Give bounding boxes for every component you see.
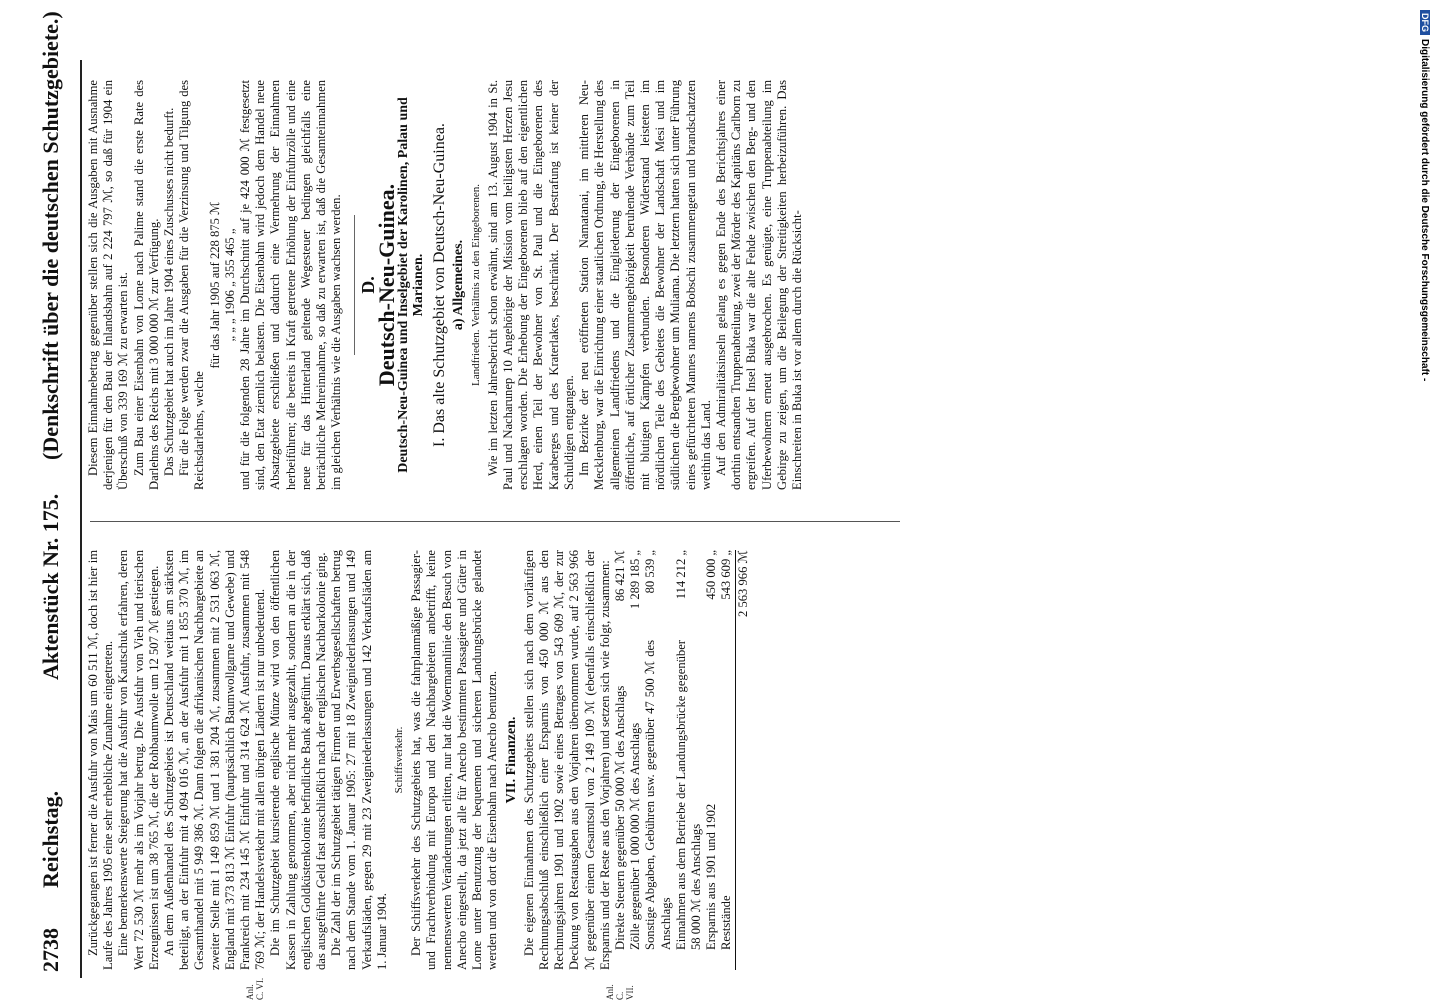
subsection-heading: a) Allgemeines. [451, 239, 467, 331]
margin-note: Anl. C. VII. [605, 984, 635, 1000]
section-letter: D. [358, 276, 379, 294]
paragraph: Der Schiffsverkehr des Schutzgebiets hat, was die fahrplanmäßige Passagier- und Frachtverbindung mit Europa und den Nachbargebieten anbetrifft, keine nennenswerten Veränderungen erlitten, nur hat die Woermannlinie den Besuch von Anecho eingestellt, da jetzt alle für Anecho bestimmten Passagiere und Güter in Lome unter Benutzung der bequemen und sicheren Landungsbrücke gelandet werden und von dort die Eisenbahn nach Anecho benutzen. [409, 550, 500, 970]
finance-total: 2 563 966 ℳ [735, 550, 751, 970]
divider [354, 215, 355, 355]
section-title: Deutsch-Neu-Guinea. [373, 183, 399, 387]
section-subtitle: Deutsch-Neu-Guinea und Inselgebiet der Karolinen, Palau und Marianen. [395, 97, 427, 473]
left-column [86, 550, 906, 970]
digitization-credit [1412, 10, 1430, 990]
list-line: „ „ „ 1906 „ 355 465 „ [222, 228, 237, 342]
paragraph: Die eigenen Einnahmen des Schutzgebiets stellen sich nach dem vorläufigen Rechnungsabschluß einschließlich einer Ersparnis von 450 000 ℳ aus den Rechnungsjahren 1901 und 1902 sowie eines Betrages von 543 609 ℳ, der zur Deckung von Restausgaben aus den Vorjahren übernommen wurde, auf 2 563 966 ℳ gegenüber einem Gesamtsoll von 2 149 109 ℳ (ebenfalls einschließlich der Ersparnis und der Reste aus den Vorjahren) und setzen sich wie folgt, zusammen: [521, 550, 612, 970]
finance-row: Zölle gegenüber 1 000 000 ℳ des Anschlags 1 289 185 „ [628, 550, 643, 950]
paragraph: Zurückgegangen ist ferner die Ausfuhr von Mais um 60 511 ℳ, doch ist hier im Laufe des Jahres 1905 eine sehr erhebliche Zunahme eingetreten. [86, 550, 116, 970]
right-column [86, 80, 906, 490]
paragraph: Für die Folge werden zwar die Ausgaben für die Verzinsung und Tilgung des Reichsdarlehns, welche [177, 80, 207, 490]
column-divider [90, 521, 900, 522]
paragraph: Die im Schutzgebiet kursierende englische Münze wird von den öffentlichen Kassen in Zahlung genommen, aber nicht mehr ausgezahlt, sondern an die in der englischen Goldküstenkolonie befindliche Bank abgeführt. Daraus erklärt sich, daß das ausgeführte Geld fast ausschließlich nach der englischen Nachbarkolonie ging. [268, 550, 329, 970]
paragraph: Auf den Admiralitätsinseln gelang es gegen Ende des Berichtsjahres einer dorthin entsandten Truppenabteilung, zwei der Mörder des Kapitäns Carlborn zu ergreifen. Auf der Insel Buka war die alte Fehde zwischen den Berg- und den Uferbewohnern erneut ausgebrochen. Es genügte, eine Truppenabteilung im Gebirge zu zeigen, um die Beilegung der Streitigkeiten herbeizuführen. Das Einschreiten in Buka ist vor allem durch die Rücksicht- [713, 80, 804, 490]
credit-text: Digitalisierung gefördert durch die Deutsche Forschungsgemeinschaft - [1419, 39, 1430, 382]
page-number: 2738 [38, 928, 63, 972]
paragraph: Diesem Einnahmebetrag gegenüber stellen sich die Ausgaben mit Ausnahme derjenigen für den Bau der Inlandsbahn auf 2 224 797 ℳ, so daß für 1904 ein Überschuß von 339 169 ℳ zu erwarten ist. [86, 80, 131, 490]
chapter-heading: I. Das alte Schutzgebiet von Deutsch-Neu-Guinea. [431, 123, 449, 447]
finance-row: Einnahmen aus dem Betriebe der Landungsbrücke gegenüber 58 000 ℳ des Anschlags 114 212 „ [673, 550, 703, 950]
page-header [38, 11, 78, 980]
header-document-number: Aktenstück Nr. 175. [38, 493, 63, 680]
header-stage: Reichstag. [38, 790, 63, 888]
list-line: für das Jahr 1905 auf 228 875 ℳ [207, 201, 222, 369]
finance-row: Ersparnis aus 1901 und 1902 450 000 „ [704, 550, 719, 950]
sub-heading: Schiffsverkehr. [393, 726, 406, 794]
margin-note: Anl. C. VI. [245, 977, 265, 1000]
header-title: (Denkschrift über die deutschen Schutzgebiete.) [38, 11, 63, 460]
finance-row: Direkte Steuern gegenüber 50 000 ℳ des Anschlags 86 421 ℳ [612, 550, 627, 950]
paragraph: Wie im letzten Jahresbericht schon erwähnt, sind am 13. August 1904 in St. Paul und Nacharunep 10 Angehörige der Mission vom heiligsten Herzen Jesu erschlagen worden. Die Erhebung der Eingeborenen blieb auf den eigentlichen Herd, einen Teil der Bewohner von St. Paul und die Eingeborenen des Karaberges und des Kraterlakes, beschränkt. Der Bestrafung ist keiner der Schuldigen entgangen. [485, 80, 576, 490]
paragraph: Die Zahl der im Schutzgebiet tätigen Firmen und Erwerbsgesellschaften betrug nach dem Stande vom 1. Januar 1905: 27 mit 18 Zweigniederlassungen und 149 Verkaufsläden, gegen 29 mit 23 Zweigniederlassungen und 142 Verkaufsläden am 1. Januar 1904. [329, 550, 389, 970]
finance-table [613, 550, 751, 970]
paragraph: Das Schutzgebiet hat auch im Jahre 1904 eines Zuschusses nicht bedurft. [162, 107, 177, 476]
rotated-page [0, 11, 1390, 1000]
section-heading: VII. Finanzen. [504, 716, 520, 804]
dfg-logo: DFG [1420, 10, 1430, 35]
paragraph: Eine bemerkenswerte Steigerung hat die Ausfuhr von Kautschuk erfahren, deren Wert 72 530 ℳ mehr als im Vorjahr betrug. Die Ausfuhr von Vieh und tierischen Erzeugnissen ist um 38 765 ℳ, die der Rohbaumwolle um 12 507 ℳ gestiegen. [116, 550, 161, 970]
paragraph: Im Bezirke der neu eröffneten Station Namatanai, im mittleren Neu-Mecklenburg, war die Einrichtung einer staatlichen Ordnung, die Herstellung des allgemeinen Landfriedens und die Eingliederung der Eingeborenen in öffentliche, auf örtlicher Zusammengehörigkeit beruhende Verbände zum Teil mit blutigen Kämpfen verbunden. Besonderen Widerstand leisteten im nördlichen Teile des Gebietes die Bewohner der Landschaft Mesi und im südlichen die Bergbewohner um Muliama. Die letztern hatten sich unter Führung eines gefürchteten Mannes namens Bobschi zusammengetan und brandschatzten weithin das Land. [577, 80, 713, 490]
paragraph: Zum Bau einer Eisenbahn von Lome nach Palime stand die erste Rate des Darlehns des Reichs mit 3 000 000 ℳ zur Verfügung. [131, 80, 161, 490]
paragraph: An dem Außenhandel des Schutzgebiets ist Deutschland weitaus am stärksten beteiligt, an der Einfuhr mit 4 094 016 ℳ, an der Ausfuhr mit 1 855 370 ℳ, im Gesamthandel mit 5 949 386 ℳ. Dann folgen die afrikanischen Nachbargebiete an zweiter Stelle mit 1 149 859 ℳ und 1 381 204 ℳ, zusammen mit 2 531 063 ℳ, England mit 373 813 ℳ Einfuhr (hauptsächlich Baumwollgarne und Gewebe) und Frankreich mit 234 145 ℳ Einfuhr und 314 624 ℳ Ausfuhr, zusammen mit 548 769 ℳ; der Handelsverkehr mit allen übrigen Ländern ist nur unbedeutend. [162, 550, 268, 970]
finance-row: Reststände 543 609 „ [719, 550, 734, 950]
finance-row: Sonstige Abgaben, Gebühren usw. gegenüber 47 500 ℳ des Anschlags 80 539 „ [643, 550, 673, 950]
side-heading: Landfrieden. Verhältnis zu den Eingeborenen. [469, 184, 482, 387]
header-rule [80, 60, 82, 978]
paragraph: und für die folgenden 28 Jahre im Durchschnitt auf je 424 000 ℳ festgesetzt sind, den Etat ziemlich belasten. Die Eisenbahn wird jedoch dem Handel neue Absatzgebiete erschließen und dadurch eine Vermehrung der Einnahmen herbeiführen; die bereits in Kraft getretene Erhöhung der Einfuhrzölle und eine neue für das Hinterland geltende Wegesteuer bedingen gleichfalls eine beträchtliche Mehreinnahme, so daß zu erwarten ist, daß die Gesamteinnahmen im gleichen Verhältnis wie die Ausgaben wachsen werden. [238, 80, 344, 490]
